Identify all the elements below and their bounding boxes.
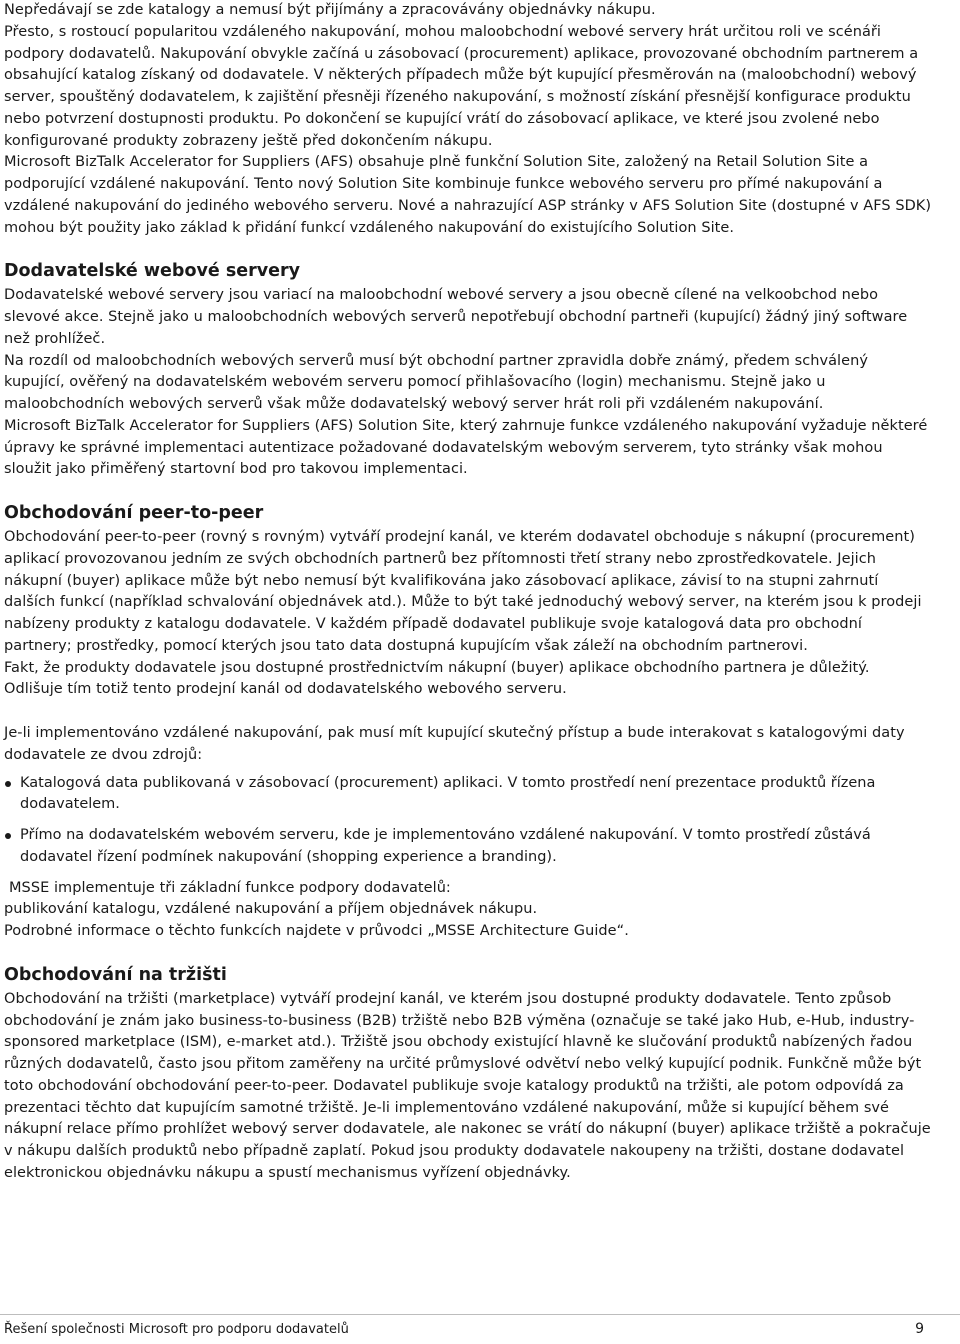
list-item [4,773,932,817]
section-heading-marketplace: Obchodování na tržišti [4,964,227,985]
page-number: 9 [915,1321,924,1337]
p2p-paragraph-3: Je-li implementováno vzdálené nakupování, pak musí mít kupující skutečný přístup a bude interakovat s katalogovými daty dodavatele ze dvou zdrojů: [4,725,905,763]
intro-paragraph-1: Nepředávají se zde katalogy a nemusí být přijímány a zpracovávány objednávky nákupu. [4,2,656,18]
supplier-paragraph-3: Microsoft BizTalk Accelerator for Suppliers (AFS) Solution Site, který zahrnuje funkce vzdáleného nakupování vyžaduje některé úpravy ke správné implementaci autentizace požadované dodavatelským webovým serverem, tyto stránky však mohou sloužit jako přiměřený startovní bod pro takovou implementaci. [4,417,928,478]
p2p-paragraph-2: Fakt, že produkty dodavatele jsou dostupné prostřednictvím nákupní (buyer) aplikace obchodního partnera je důležitý. Odlišuje tím totiž tento prodejní kanál od dodavatelského webového serveru. [4,659,870,698]
p2p-paragraph-5: publikování katalogu, vzdálené nakupování a příjem objednávek nákupu. [4,901,538,918]
supplier-paragraph-1: Dodavatelské webové servery jsou variací na maloobchodní webové servery a jsou obecně cílené na velkoobchod nebo slevové akce. Stejně jako u maloobchodních webových serverů nepotřebují obchodní partneři (kupující) žádný jiný software než prohlížeč. [4,287,908,347]
marketplace-paragraph-1: Obchodování na tržišti (marketplace) vytváří prodejní kanál, ve kterém jsou dostupné produkty dodavatele. Tento způsob obchodování je znám jako business-to-business (B2B) tržiště nebo B2B výměna (označuje se také jako Hub, e-Hub, industry-sponsored marketplace (ISM), e-market atd.). Tržiště jsou obchody existující hlavně ke slučování produktů nabízených řadou různých dodavatelů, často jsou přitom zaměřeny na určité průmyslové odvětví nebo velký kupující podnik. Funkčně může být toto obchodování obchodování peer-to-peer. Dodavatel publikuje svoje katalogy produktů na tržišti, ale potom odpovídá za prezentaci těchto dat kupujícím samotné tržiště. Je-li implementováno vzdálené nakupování, může si kupující během své nákupní relace přímo prohlížet webový server dodavatele, ale nakonec se vrátí do nákupní (buyer) aplikace tržiště a pokračuje v nákupu dalších produktů nebo případně zaplatí. Pokud jsou produkty dodavatele nakoupeny na tržišti, dostane dodavatel elektronickou objednávku nákupu a spustí mechanismus vyřízení objednávky. [4,990,931,1181]
supplier-paragraph-2: Na rozdíl od maloobchodních webových serverů musí být obchodní partner zpravidla dobře známý, předem schválený kupující, ověřený na dodavatelském webovém serveru pomocí přihlašovacího (login) mechanismu. Stejně jako u maloobchodních webových serverů však může dodavatelský webový server hrát roli při vzdáleném nakupování. [4,352,868,412]
p2p-paragraph-6: Podrobné informace o těchto funkcích najdete v průvodci „MSSE Architecture Guide“. [4,923,629,939]
list-item-text: Přímo na dodavatelském webovém serveru, kde je implementováno vzdálené nakupování. V tomto prostředí zůstává dodavatel řízení podmínek nakupování (shopping experience a branding). [20,827,871,865]
section-heading-supplier-servers: Dodavatelské webové servery [4,261,301,282]
document-page [4,0,932,1185]
p2p-paragraph-1: Obchodování peer-to-peer (rovný s rovným) vytváří prodejní kanál, ve kterém dodavatel obchoduje s nákupní (procurement) aplikací provozovanou jedním ze svých obchodních partnerů bez přítomnosti třetí strany nebo zprostředkovatele. Jejich nákupní (buyer) aplikace může být nebo nemusí být kvalifikována jako zásobovací aplikace, závisí to na stupni zahrnutí dalších funkcí (například schvalování objednávek atd.). Může to být také jednoduchý webový server, na kterém jsou k prodeji nabízeny produkty z katalogu dodavatele. V každém případě dodavatel publikuje svoje katalogová data pro obchodní partnery; prostředky, pomocí kterých jsou tato data dostupná kupujícím však záleží na obchodním partnerovi. [4,529,922,654]
bullet-icon [5,781,11,787]
bullet-icon [5,833,11,839]
footer-divider [0,1314,960,1315]
intro-paragraph-3: Microsoft BizTalk Accelerator for Suppliers (AFS) obsahuje plně funkční Solution Site, založený na Retail Solution Site a podporující vzdálené nakupování. Tento nový Solution Site kombinuje funkce webového serveru pro přímé nakupování a vzdálené nakupování do jediného webového serveru. Nové a nahrazující ASP stránky v AFS Solution Site (dostupné v AFS SDK) mohou být použity jako základ k přidání funkcí vzdáleného nakupování do existujícího Solution Site. [4,154,932,236]
p2p-paragraph-4: MSSE implementuje tři základní funkce podpory dodavatelů: [9,879,451,896]
list-item-text: Katalogová data publikovaná v zásobovací (procurement) aplikaci. V tomto prostředí není prezentace produktů řízena dodavatelem. [20,774,876,813]
section-heading-peer-to-peer: Obchodování peer-to-peer [4,503,264,523]
list-item [4,825,932,869]
sources-list [4,773,932,869]
footer-title: Řešení společnosti Microsoft pro podporu dodavatelů [4,1322,349,1337]
intro-paragraph-2: Přesto, s rostoucí popularitou vzdáleného nakupování, mohou maloobchodní webové servery hrát určitou roli ve scénáři podpory dodavatelů. Nakupování obvykle začíná u zásobovací (procurement) aplikace, provozované obchodním partnerem a obsahující katalog získaný od dodavatele. V některých případech může být kupující přesměrován na (maloobchodní) webový server, spouštěný dodavatelem, k zajištění přesněji řízeného nakupování, s možností získání přesnější konfigurace produktu nebo potvrzení dostupnosti produktu. Po dokončení se kupující vrátí do zásobovací aplikace, ve které jsou zvolené nebo konfigurované produkty zobrazeny ještě před dokončením nákupu. [4,23,919,149]
